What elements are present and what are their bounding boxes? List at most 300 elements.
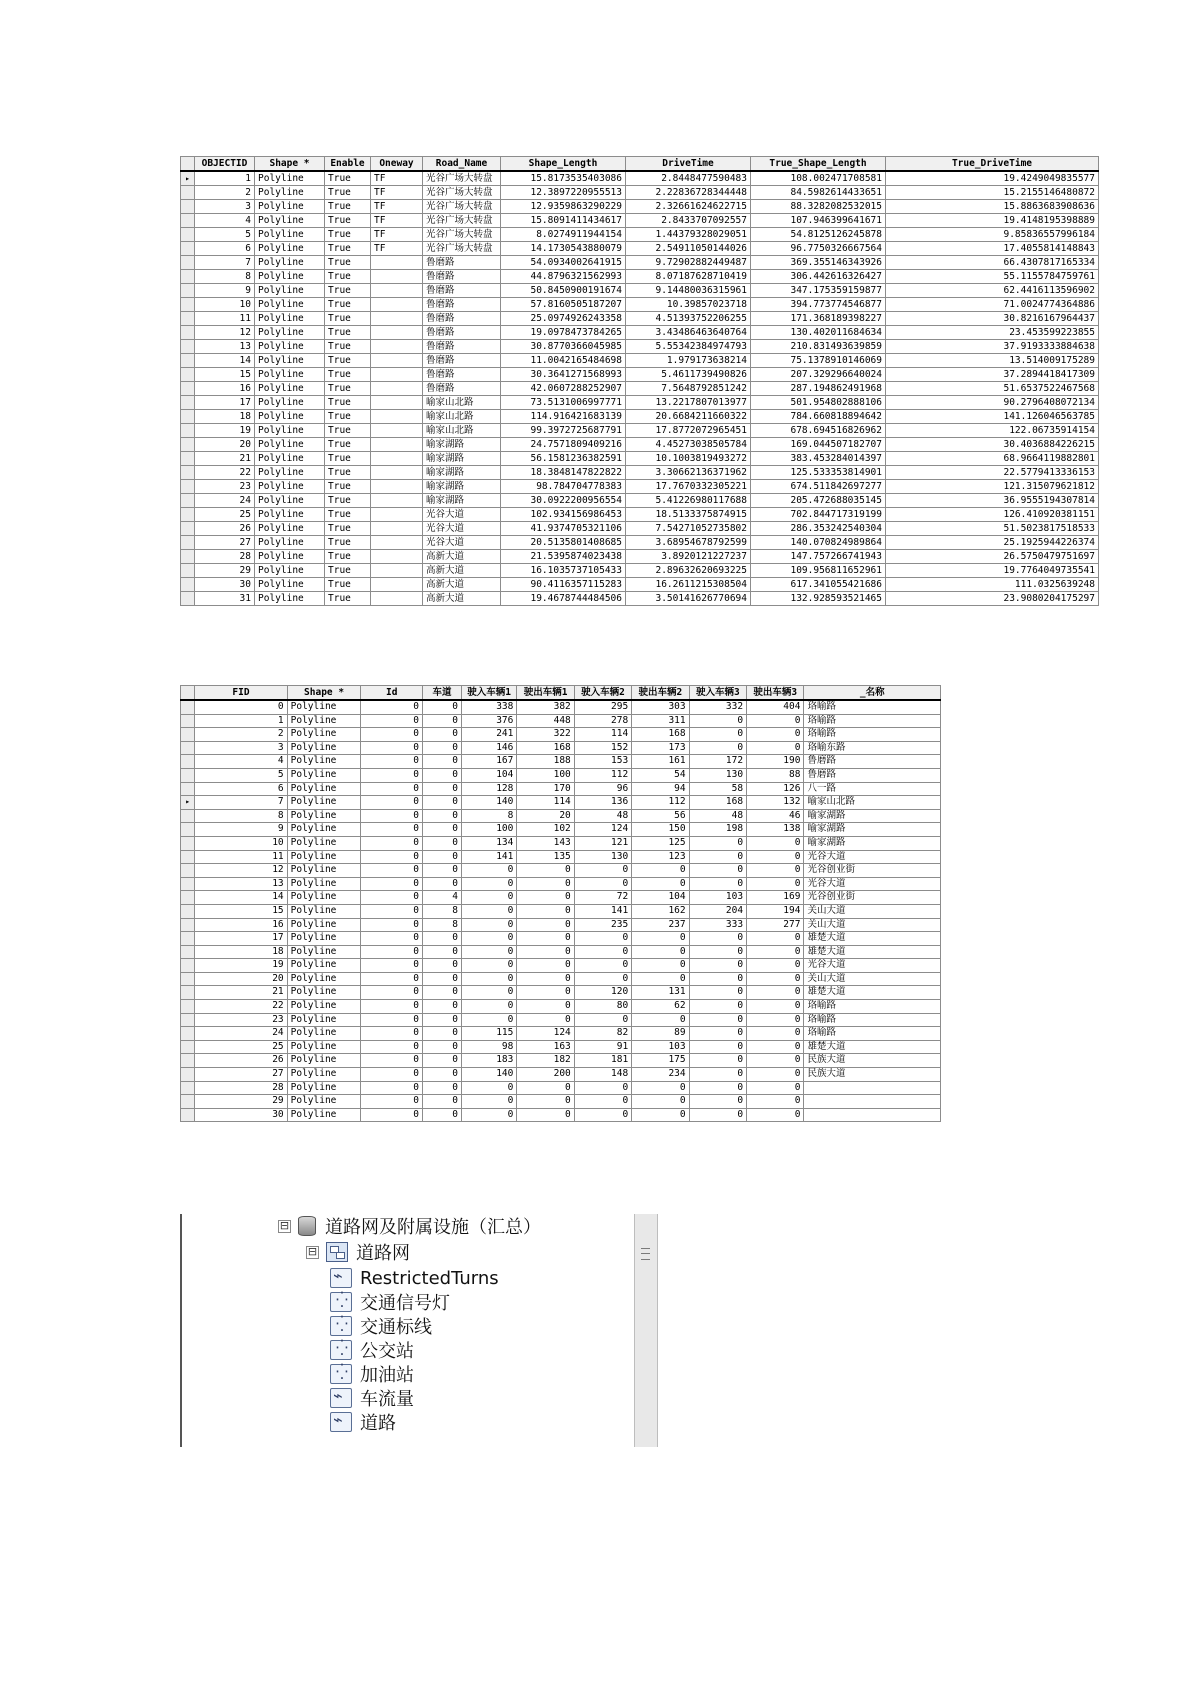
table-cell[interactable]: 8	[195, 809, 287, 823]
table-row[interactable]	[181, 809, 941, 823]
table-cell[interactable]: 5	[195, 228, 255, 242]
table-cell[interactable]	[371, 298, 423, 312]
table-cell[interactable]: 9.85836557996184	[886, 228, 1099, 242]
table-row[interactable]	[181, 494, 1099, 508]
table-cell[interactable]: 高新大道	[423, 592, 501, 606]
table-cell[interactable]: 珞喻路	[804, 714, 941, 728]
table-cell[interactable]: Polyline	[255, 340, 325, 354]
table-cell[interactable]: 鲁磨路	[423, 312, 501, 326]
table-cell[interactable]: 光谷创业街	[804, 891, 941, 905]
table-cell[interactable]: 0	[632, 972, 689, 986]
table-cell[interactable]: 4	[195, 214, 255, 228]
table-cell[interactable]: 0	[423, 714, 462, 728]
table-cell[interactable]: 0	[423, 864, 462, 878]
table-cell[interactable]: 50.8450900191674	[501, 284, 626, 298]
table-cell[interactable]: 26	[195, 1054, 287, 1068]
tree-dataset-node[interactable]	[306, 1240, 410, 1264]
table-row[interactable]	[181, 796, 941, 810]
table-row[interactable]	[181, 214, 1099, 228]
table-cell[interactable]: 3.43486463640764	[626, 326, 751, 340]
table-cell[interactable]: 13.2217807013977	[626, 396, 751, 410]
table-row[interactable]	[181, 945, 941, 959]
table-cell[interactable]: 2.8433707092557	[626, 214, 751, 228]
table-row[interactable]	[181, 171, 1099, 186]
table-cell[interactable]: 0	[423, 755, 462, 769]
table-cell[interactable]: 11	[195, 850, 287, 864]
table-cell[interactable]: 3.8920121227237	[626, 550, 751, 564]
table-row[interactable]	[181, 755, 941, 769]
table-cell[interactable]: 16.1035737105433	[501, 564, 626, 578]
table-cell[interactable]: 喻家湖路	[423, 452, 501, 466]
table-cell[interactable]: 18	[195, 945, 287, 959]
table-cell[interactable]: 16.2611215308504	[626, 578, 751, 592]
table-row[interactable]	[181, 424, 1099, 438]
row-selector[interactable]	[181, 918, 195, 932]
table-row[interactable]	[181, 578, 1099, 592]
table-row[interactable]	[181, 741, 941, 755]
tree-feature-class-node[interactable]	[330, 1410, 396, 1434]
table-cell[interactable]: Polyline	[255, 368, 325, 382]
row-selector[interactable]	[181, 959, 195, 973]
table-cell[interactable]: 126	[747, 782, 804, 796]
table-cell[interactable]: 0	[461, 959, 516, 973]
table-cell[interactable]: 喻家山北路	[804, 796, 941, 810]
table-cell[interactable]	[804, 1108, 941, 1122]
table-cell[interactable]: 3	[195, 200, 255, 214]
table-cell[interactable]: 0	[461, 1095, 516, 1109]
table-cell[interactable]: 0	[461, 945, 516, 959]
table-cell[interactable]: 10.1003819493272	[626, 452, 751, 466]
column-header[interactable]: Shape_Length	[501, 157, 626, 172]
table-cell[interactable]: 103	[689, 891, 746, 905]
row-selector[interactable]	[181, 1027, 195, 1041]
table-cell[interactable]: 喻家山北路	[423, 396, 501, 410]
table-cell[interactable]: 181	[574, 1054, 631, 1068]
table-cell[interactable]: 30.8770366045985	[501, 340, 626, 354]
table-cell[interactable]: 306.442616326427	[751, 270, 886, 284]
table-cell[interactable]	[371, 536, 423, 550]
table-cell[interactable]: True	[325, 284, 371, 298]
table-cell[interactable]: Polyline	[287, 836, 361, 850]
table-cell[interactable]: 八一路	[804, 782, 941, 796]
table-cell[interactable]	[371, 396, 423, 410]
table-cell[interactable]: 0	[574, 1013, 631, 1027]
table-cell[interactable]: 0	[574, 864, 631, 878]
table-cell[interactable]: 130	[689, 768, 746, 782]
table-cell[interactable]: 鲁磨路	[423, 326, 501, 340]
table-cell[interactable]: True	[325, 200, 371, 214]
table-cell[interactable]: 0	[517, 891, 574, 905]
table-cell[interactable]: 0	[361, 864, 423, 878]
table-cell[interactable]: 0	[747, 1108, 804, 1122]
table-cell[interactable]: 200	[517, 1068, 574, 1082]
table-cell[interactable]: 167	[461, 755, 516, 769]
row-selector[interactable]	[181, 1054, 195, 1068]
table-cell[interactable]: 0	[461, 891, 516, 905]
row-selector[interactable]	[181, 836, 195, 850]
table-cell[interactable]: 12	[195, 864, 287, 878]
row-selector[interactable]	[181, 424, 195, 438]
collapse-icon[interactable]: ⊟	[279, 1218, 290, 1232]
table-cell[interactable]: Polyline	[255, 200, 325, 214]
table-cell[interactable]: Polyline	[287, 782, 361, 796]
column-header[interactable]: _名称	[804, 686, 941, 701]
table-cell[interactable]: 10	[195, 298, 255, 312]
table-cell[interactable]: 404	[747, 700, 804, 714]
table-row[interactable]	[181, 1013, 941, 1027]
table-cell[interactable]: 234	[632, 1068, 689, 1082]
table-cell[interactable]: 141	[461, 850, 516, 864]
table-cell[interactable]: 0	[361, 700, 423, 714]
table-cell[interactable]: 27	[195, 536, 255, 550]
table-cell[interactable]: 光谷广场大转盘	[423, 200, 501, 214]
table-cell[interactable]: True	[325, 214, 371, 228]
table-cell[interactable]: 88	[747, 768, 804, 782]
table-cell[interactable]: 54.0934002641915	[501, 256, 626, 270]
table-cell[interactable]: 0	[461, 864, 516, 878]
table-cell[interactable]: 0	[517, 986, 574, 1000]
table-cell[interactable]: 153	[574, 755, 631, 769]
table-cell[interactable]	[371, 452, 423, 466]
table-cell[interactable]: 0	[361, 1081, 423, 1095]
table-cell[interactable]: 0	[747, 1095, 804, 1109]
table-cell[interactable]: 1	[195, 171, 255, 186]
table-cell[interactable]: 喻家湖路	[804, 836, 941, 850]
table-cell[interactable]: 光谷大道	[423, 536, 501, 550]
table-cell[interactable]: 124	[517, 1027, 574, 1041]
table-cell[interactable]: 0	[423, 986, 462, 1000]
table-cell[interactable]	[371, 284, 423, 298]
table-cell[interactable]: 104	[632, 891, 689, 905]
table-cell[interactable]: 0	[461, 932, 516, 946]
row-selector[interactable]	[181, 755, 195, 769]
table-cell[interactable]	[371, 550, 423, 564]
table-cell[interactable]: 珞喻路	[804, 700, 941, 714]
table-cell[interactable]: 鲁磨路	[804, 755, 941, 769]
row-selector[interactable]	[181, 340, 195, 354]
table-cell[interactable]: 鲁磨路	[423, 340, 501, 354]
table-cell[interactable]: 0	[632, 1108, 689, 1122]
column-header[interactable]: Shape *	[255, 157, 325, 172]
table-row[interactable]	[181, 1095, 941, 1109]
table-cell[interactable]: 0	[461, 986, 516, 1000]
table-cell[interactable]: 161	[632, 755, 689, 769]
table-cell[interactable]: 14	[195, 354, 255, 368]
table-cell[interactable]: 15.2155146480872	[886, 186, 1099, 200]
table-cell[interactable]: 0	[461, 918, 516, 932]
table-cell[interactable]: 21	[195, 452, 255, 466]
table-cell[interactable]: 0	[689, 714, 746, 728]
table-row[interactable]	[181, 298, 1099, 312]
table-cell[interactable]: 0	[689, 986, 746, 1000]
table-cell[interactable]	[371, 494, 423, 508]
table-cell[interactable]: 17.4055814148843	[886, 242, 1099, 256]
table-row[interactable]	[181, 368, 1099, 382]
table-cell[interactable]: Polyline	[287, 850, 361, 864]
table-cell[interactable]: 鲁磨路	[423, 368, 501, 382]
table-row[interactable]	[181, 1040, 941, 1054]
table-cell[interactable]: 0	[574, 932, 631, 946]
table-cell[interactable]: 24	[195, 494, 255, 508]
table-cell[interactable]: 0	[423, 782, 462, 796]
row-selector[interactable]	[181, 768, 195, 782]
table-row[interactable]	[181, 836, 941, 850]
table-cell[interactable]: 75.1378910146069	[751, 354, 886, 368]
table-cell[interactable]: 19.4148195398889	[886, 214, 1099, 228]
table-cell[interactable]: 51.6537522467568	[886, 382, 1099, 396]
table-cell[interactable]	[371, 312, 423, 326]
table-cell[interactable]: Polyline	[255, 438, 325, 452]
table-cell[interactable]: 光谷大道	[423, 508, 501, 522]
table-cell[interactable]: True	[325, 171, 371, 186]
table-cell[interactable]: 0	[517, 932, 574, 946]
table-row[interactable]	[181, 850, 941, 864]
table-cell[interactable]: 0	[461, 1000, 516, 1014]
row-selector[interactable]	[181, 228, 195, 242]
table-cell[interactable]: 175	[632, 1054, 689, 1068]
row-selector[interactable]	[181, 522, 195, 536]
table-cell[interactable]: 162	[632, 904, 689, 918]
table-cell[interactable]: 0	[689, 932, 746, 946]
table-cell[interactable]: 207.329296640024	[751, 368, 886, 382]
table-cell[interactable]: 235	[574, 918, 631, 932]
table-cell[interactable]: 123	[632, 850, 689, 864]
table-cell[interactable]: 14.1730543880079	[501, 242, 626, 256]
table-cell[interactable]: 0	[747, 714, 804, 728]
table-cell[interactable]: 130	[574, 850, 631, 864]
table-cell[interactable]: 0	[632, 877, 689, 891]
table-cell[interactable]: 0	[689, 1095, 746, 1109]
table-cell[interactable]: 光谷大道	[804, 877, 941, 891]
table-cell[interactable]	[371, 438, 423, 452]
table-cell[interactable]: 0	[423, 1054, 462, 1068]
table-cell[interactable]	[804, 1081, 941, 1095]
table-row[interactable]	[181, 918, 941, 932]
table-cell[interactable]: 17	[195, 932, 287, 946]
table-cell[interactable]: 0	[361, 904, 423, 918]
table-cell[interactable]: Polyline	[255, 536, 325, 550]
table-cell[interactable]: 喻家湖路	[804, 823, 941, 837]
table-cell[interactable]: 0	[747, 836, 804, 850]
table-cell[interactable]: 19	[195, 424, 255, 438]
table-cell[interactable]: 2	[195, 186, 255, 200]
table-cell[interactable]: 90.4116357115283	[501, 578, 626, 592]
table-cell[interactable]: 2	[195, 728, 287, 742]
table-cell[interactable]: 0	[517, 1108, 574, 1122]
table-cell[interactable]	[804, 1095, 941, 1109]
table-cell[interactable]: 322	[517, 728, 574, 742]
table-cell[interactable]: 0	[689, 1027, 746, 1041]
table-cell[interactable]: True	[325, 466, 371, 480]
table-cell[interactable]: 0	[361, 972, 423, 986]
table-cell[interactable]: 19.7764049735541	[886, 564, 1099, 578]
table-cell[interactable]: 237	[632, 918, 689, 932]
table-cell[interactable]: 7	[195, 796, 287, 810]
table-cell[interactable]: 0	[195, 700, 287, 714]
table-cell[interactable]: 0	[361, 1040, 423, 1054]
row-selector[interactable]	[181, 904, 195, 918]
table-cell[interactable]: 17.7670332305221	[626, 480, 751, 494]
table-cell[interactable]: 雄楚大道	[804, 986, 941, 1000]
table-cell[interactable]: 115	[461, 1027, 516, 1041]
table-row[interactable]	[181, 714, 941, 728]
table-cell[interactable]	[371, 354, 423, 368]
table-cell[interactable]: 0	[747, 877, 804, 891]
column-header[interactable]: True_DriveTime	[886, 157, 1099, 172]
table-cell[interactable]: 163	[517, 1040, 574, 1054]
table-cell[interactable]: Polyline	[287, 1068, 361, 1082]
row-selector[interactable]	[181, 326, 195, 340]
table-cell[interactable]: 140.070824989864	[751, 536, 886, 550]
table-cell[interactable]: 0	[423, 850, 462, 864]
table-cell[interactable]: 2.32661624622715	[626, 200, 751, 214]
table-cell[interactable]: Polyline	[287, 945, 361, 959]
table-cell[interactable]: 140	[461, 796, 516, 810]
table-cell[interactable]: Polyline	[287, 972, 361, 986]
table-row[interactable]	[181, 932, 941, 946]
table-cell[interactable]: 0	[747, 945, 804, 959]
table-cell[interactable]: 73.5131006997771	[501, 396, 626, 410]
table-cell[interactable]: 0	[574, 945, 631, 959]
row-selector[interactable]	[181, 578, 195, 592]
table-cell[interactable]: 0	[747, 1068, 804, 1082]
row-selector-header[interactable]	[181, 686, 195, 701]
table-cell[interactable]: Polyline	[287, 918, 361, 932]
column-header[interactable]: 驶入车辆2	[574, 686, 631, 701]
table-cell[interactable]: 333	[689, 918, 746, 932]
table-cell[interactable]: 37.2894418417309	[886, 368, 1099, 382]
table-cell[interactable]: 0	[689, 836, 746, 850]
table-cell[interactable]: Polyline	[287, 728, 361, 742]
row-selector[interactable]	[181, 1000, 195, 1014]
table-cell[interactable]: 光谷广场大转盘	[423, 186, 501, 200]
table-cell[interactable]: 0	[747, 1027, 804, 1041]
table-cell[interactable]: 0	[747, 850, 804, 864]
table-cell[interactable]: 民族大道	[804, 1054, 941, 1068]
table-cell[interactable]: 0	[423, 1000, 462, 1014]
table-cell[interactable]: 148	[574, 1068, 631, 1082]
table-cell[interactable]: 0	[632, 945, 689, 959]
table-cell[interactable]: 26	[195, 522, 255, 536]
table-cell[interactable]: TF	[371, 200, 423, 214]
table-cell[interactable]: 168	[632, 728, 689, 742]
table-cell[interactable]: 0	[747, 932, 804, 946]
table-cell[interactable]: 4.51393752206255	[626, 312, 751, 326]
table-cell[interactable]: 168	[517, 741, 574, 755]
table-cell[interactable]: 25	[195, 508, 255, 522]
table-cell[interactable]: 30	[195, 1108, 287, 1122]
table-cell[interactable]: 84.5982614433651	[751, 186, 886, 200]
row-selector[interactable]	[181, 494, 195, 508]
table-cell[interactable]: 9.14480036315961	[626, 284, 751, 298]
table-cell[interactable]: 6	[195, 242, 255, 256]
table-cell[interactable]: 13	[195, 340, 255, 354]
table-cell[interactable]: 57.8160505187207	[501, 298, 626, 312]
table-cell[interactable]: Polyline	[287, 1081, 361, 1095]
table-cell[interactable]: 0	[747, 864, 804, 878]
table-cell[interactable]: True	[325, 480, 371, 494]
table-cell[interactable]: 90.2796408072134	[886, 396, 1099, 410]
table-cell[interactable]	[371, 480, 423, 494]
table-cell[interactable]: True	[325, 256, 371, 270]
row-selector[interactable]	[181, 214, 195, 228]
table-cell[interactable]: Polyline	[255, 284, 325, 298]
table-row[interactable]	[181, 1108, 941, 1122]
table-cell[interactable]: Polyline	[255, 452, 325, 466]
column-header[interactable]: 驶入车辆3	[689, 686, 746, 701]
table-cell[interactable]: 13.514009175289	[886, 354, 1099, 368]
table-cell[interactable]: 169.044507182707	[751, 438, 886, 452]
table-cell[interactable]: 204	[689, 904, 746, 918]
table-cell[interactable]: 0	[574, 1108, 631, 1122]
table-cell[interactable]: 42.0607288252907	[501, 382, 626, 396]
table-cell[interactable]: 19.4249049835577	[886, 171, 1099, 186]
table-cell[interactable]: 62.4416113596902	[886, 284, 1099, 298]
table-cell[interactable]: 26.5750479751697	[886, 550, 1099, 564]
scrollbar-grip-icon[interactable]	[641, 1248, 650, 1260]
row-selector[interactable]	[181, 1095, 195, 1109]
table-cell[interactable]: 0	[517, 972, 574, 986]
table-cell[interactable]: 9	[195, 823, 287, 837]
table-cell[interactable]: 0	[361, 1027, 423, 1041]
table-cell[interactable]: 鲁磨路	[423, 256, 501, 270]
table-cell[interactable]: 23	[195, 480, 255, 494]
table-cell[interactable]: 0	[361, 823, 423, 837]
table-cell[interactable]: 121	[574, 836, 631, 850]
table-cell[interactable]: 147.757266741943	[751, 550, 886, 564]
table-cell[interactable]: 2.54911050144026	[626, 242, 751, 256]
row-selector[interactable]	[181, 1013, 195, 1027]
table-cell[interactable]: Polyline	[287, 714, 361, 728]
row-selector[interactable]	[181, 1081, 195, 1095]
table-row[interactable]	[181, 891, 941, 905]
table-cell[interactable]: 0	[689, 1081, 746, 1095]
tree-feature-class-node[interactable]	[330, 1362, 414, 1386]
table-cell[interactable]: 0	[461, 877, 516, 891]
table-cell[interactable]: 20.6684211660322	[626, 410, 751, 424]
table-cell[interactable]: Polyline	[287, 809, 361, 823]
table-cell[interactable]: 0	[423, 972, 462, 986]
table-cell[interactable]: 8	[423, 918, 462, 932]
table-cell[interactable]: Polyline	[287, 1095, 361, 1109]
table-cell[interactable]: 0	[747, 1054, 804, 1068]
table-row[interactable]	[181, 564, 1099, 578]
table-cell[interactable]	[371, 424, 423, 438]
table-cell[interactable]: 13	[195, 877, 287, 891]
row-selector[interactable]	[181, 284, 195, 298]
table-cell[interactable]: 112	[574, 768, 631, 782]
table-cell[interactable]: Polyline	[287, 1054, 361, 1068]
row-selector[interactable]	[181, 972, 195, 986]
table-cell[interactable]: 光谷创业街	[804, 864, 941, 878]
table-cell[interactable]: 0	[517, 1000, 574, 1014]
row-selector[interactable]	[181, 242, 195, 256]
table-cell[interactable]: 3	[195, 741, 287, 755]
table-cell[interactable]: True	[325, 438, 371, 452]
table-cell[interactable]: 146	[461, 741, 516, 755]
table-cell[interactable]: 332	[689, 700, 746, 714]
table-cell[interactable]: 0	[361, 945, 423, 959]
row-selector[interactable]	[181, 877, 195, 891]
table-cell[interactable]: 0	[461, 904, 516, 918]
table-cell[interactable]: 126.410920381151	[886, 508, 1099, 522]
table-cell[interactable]: 140	[461, 1068, 516, 1082]
table-cell[interactable]: 80	[574, 1000, 631, 1014]
table-cell[interactable]: Polyline	[255, 480, 325, 494]
table-cell[interactable]: 22.5779413336153	[886, 466, 1099, 480]
table-cell[interactable]: 0	[423, 945, 462, 959]
table-cell[interactable]: 16	[195, 382, 255, 396]
